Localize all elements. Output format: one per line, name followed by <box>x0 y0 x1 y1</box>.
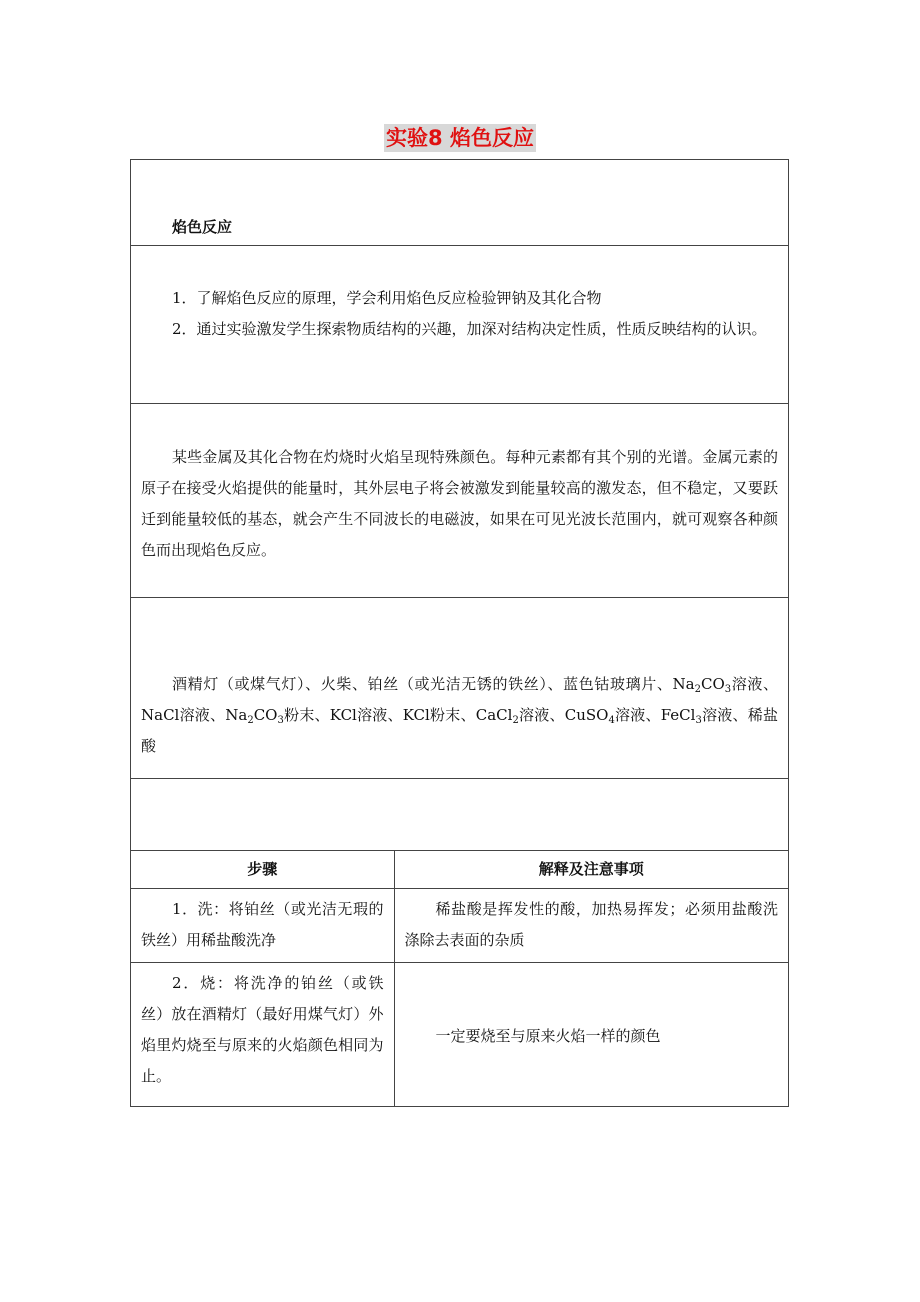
step-cell <box>131 962 394 1106</box>
materials-part: CO <box>700 675 725 693</box>
materials-part: 溶液、CuSO <box>518 706 609 724</box>
materials-part: 粉末、KCl溶液、KCl粉末、CaCl <box>283 706 513 724</box>
page-title <box>0 122 920 152</box>
materials-part: 溶液、FeCl <box>614 706 696 724</box>
step-text: 2．烧：将洗净的铂丝（或铁丝）放在酒精灯（最好用煤气灯）外焰里灼烧至与原来的火焰颜色相同为止。 <box>141 973 384 1085</box>
table-row <box>131 888 788 962</box>
materials-part: 溶液、稀盐酸 <box>141 706 778 755</box>
materials-part: CO <box>253 706 278 724</box>
topic-section <box>131 160 788 246</box>
subscript: 4 <box>608 715 615 726</box>
subscript: 3 <box>695 715 702 726</box>
subscript: 2 <box>694 684 701 695</box>
note-cell <box>394 962 788 1106</box>
subscript: 2 <box>247 715 254 726</box>
topic-text: 焰色反应 <box>172 218 233 236</box>
subscript: 2 <box>512 715 519 726</box>
materials-part: 溶液、NaCl溶液、Na <box>141 675 778 724</box>
note-text: 一定要烧至与原来火焰一样的颜色 <box>435 1027 661 1046</box>
note-cell <box>394 888 788 962</box>
table-header-row <box>131 851 788 888</box>
experiment-document <box>130 159 789 1107</box>
materials-part: 酒精灯（或煤气灯）、火柴、铂丝（或光洁无锈的铁丝）、蓝色钴玻璃片、Na <box>172 675 695 693</box>
objective-1: 1．了解焰色反应的原理，学会利用焰色反应检验钾钠及其化合物 <box>172 289 602 307</box>
step-cell <box>131 888 394 962</box>
header-notes: 解释及注意事项 <box>394 851 788 888</box>
subscript: 3 <box>277 715 284 726</box>
principle-text: 某些金属及其化合物在灼烧时火焰呈现特殊颜色。每种元素都有其个别的光谱。金属元素的原子在接受火焰提供的能量时，其外层电子将会被激发到能量较高的激发态，但不稳定，又要跃迁到能量较低的基态，就会产生不同波长的电磁波，如果在可见光波长范围内，就可观察各种颜色而出现焰色反应。 <box>141 448 778 559</box>
header-step: 步骤 <box>131 851 394 888</box>
procedure-table <box>131 851 788 1106</box>
procedure-header-section <box>131 779 788 851</box>
note-text: 稀盐酸是挥发性的酸，加热易挥发；必须用盐酸洗涤除去表面的杂质 <box>404 899 778 949</box>
principle-section <box>131 404 788 598</box>
subscript: 3 <box>724 684 732 695</box>
objectives-section <box>131 246 788 404</box>
objective-2: 2．通过实验激发学生探索物质结构的兴趣，加深对结构决定性质，性质反映结构的认识。 <box>172 320 767 338</box>
step-text: 1．洗：将铂丝（或光洁无瑕的铁丝）用稀盐酸洗净 <box>141 899 384 949</box>
title-text: 实验8 焰色反应 <box>386 126 534 150</box>
materials-section <box>131 598 788 779</box>
materials-text <box>131 669 788 762</box>
table-row <box>131 962 788 1106</box>
